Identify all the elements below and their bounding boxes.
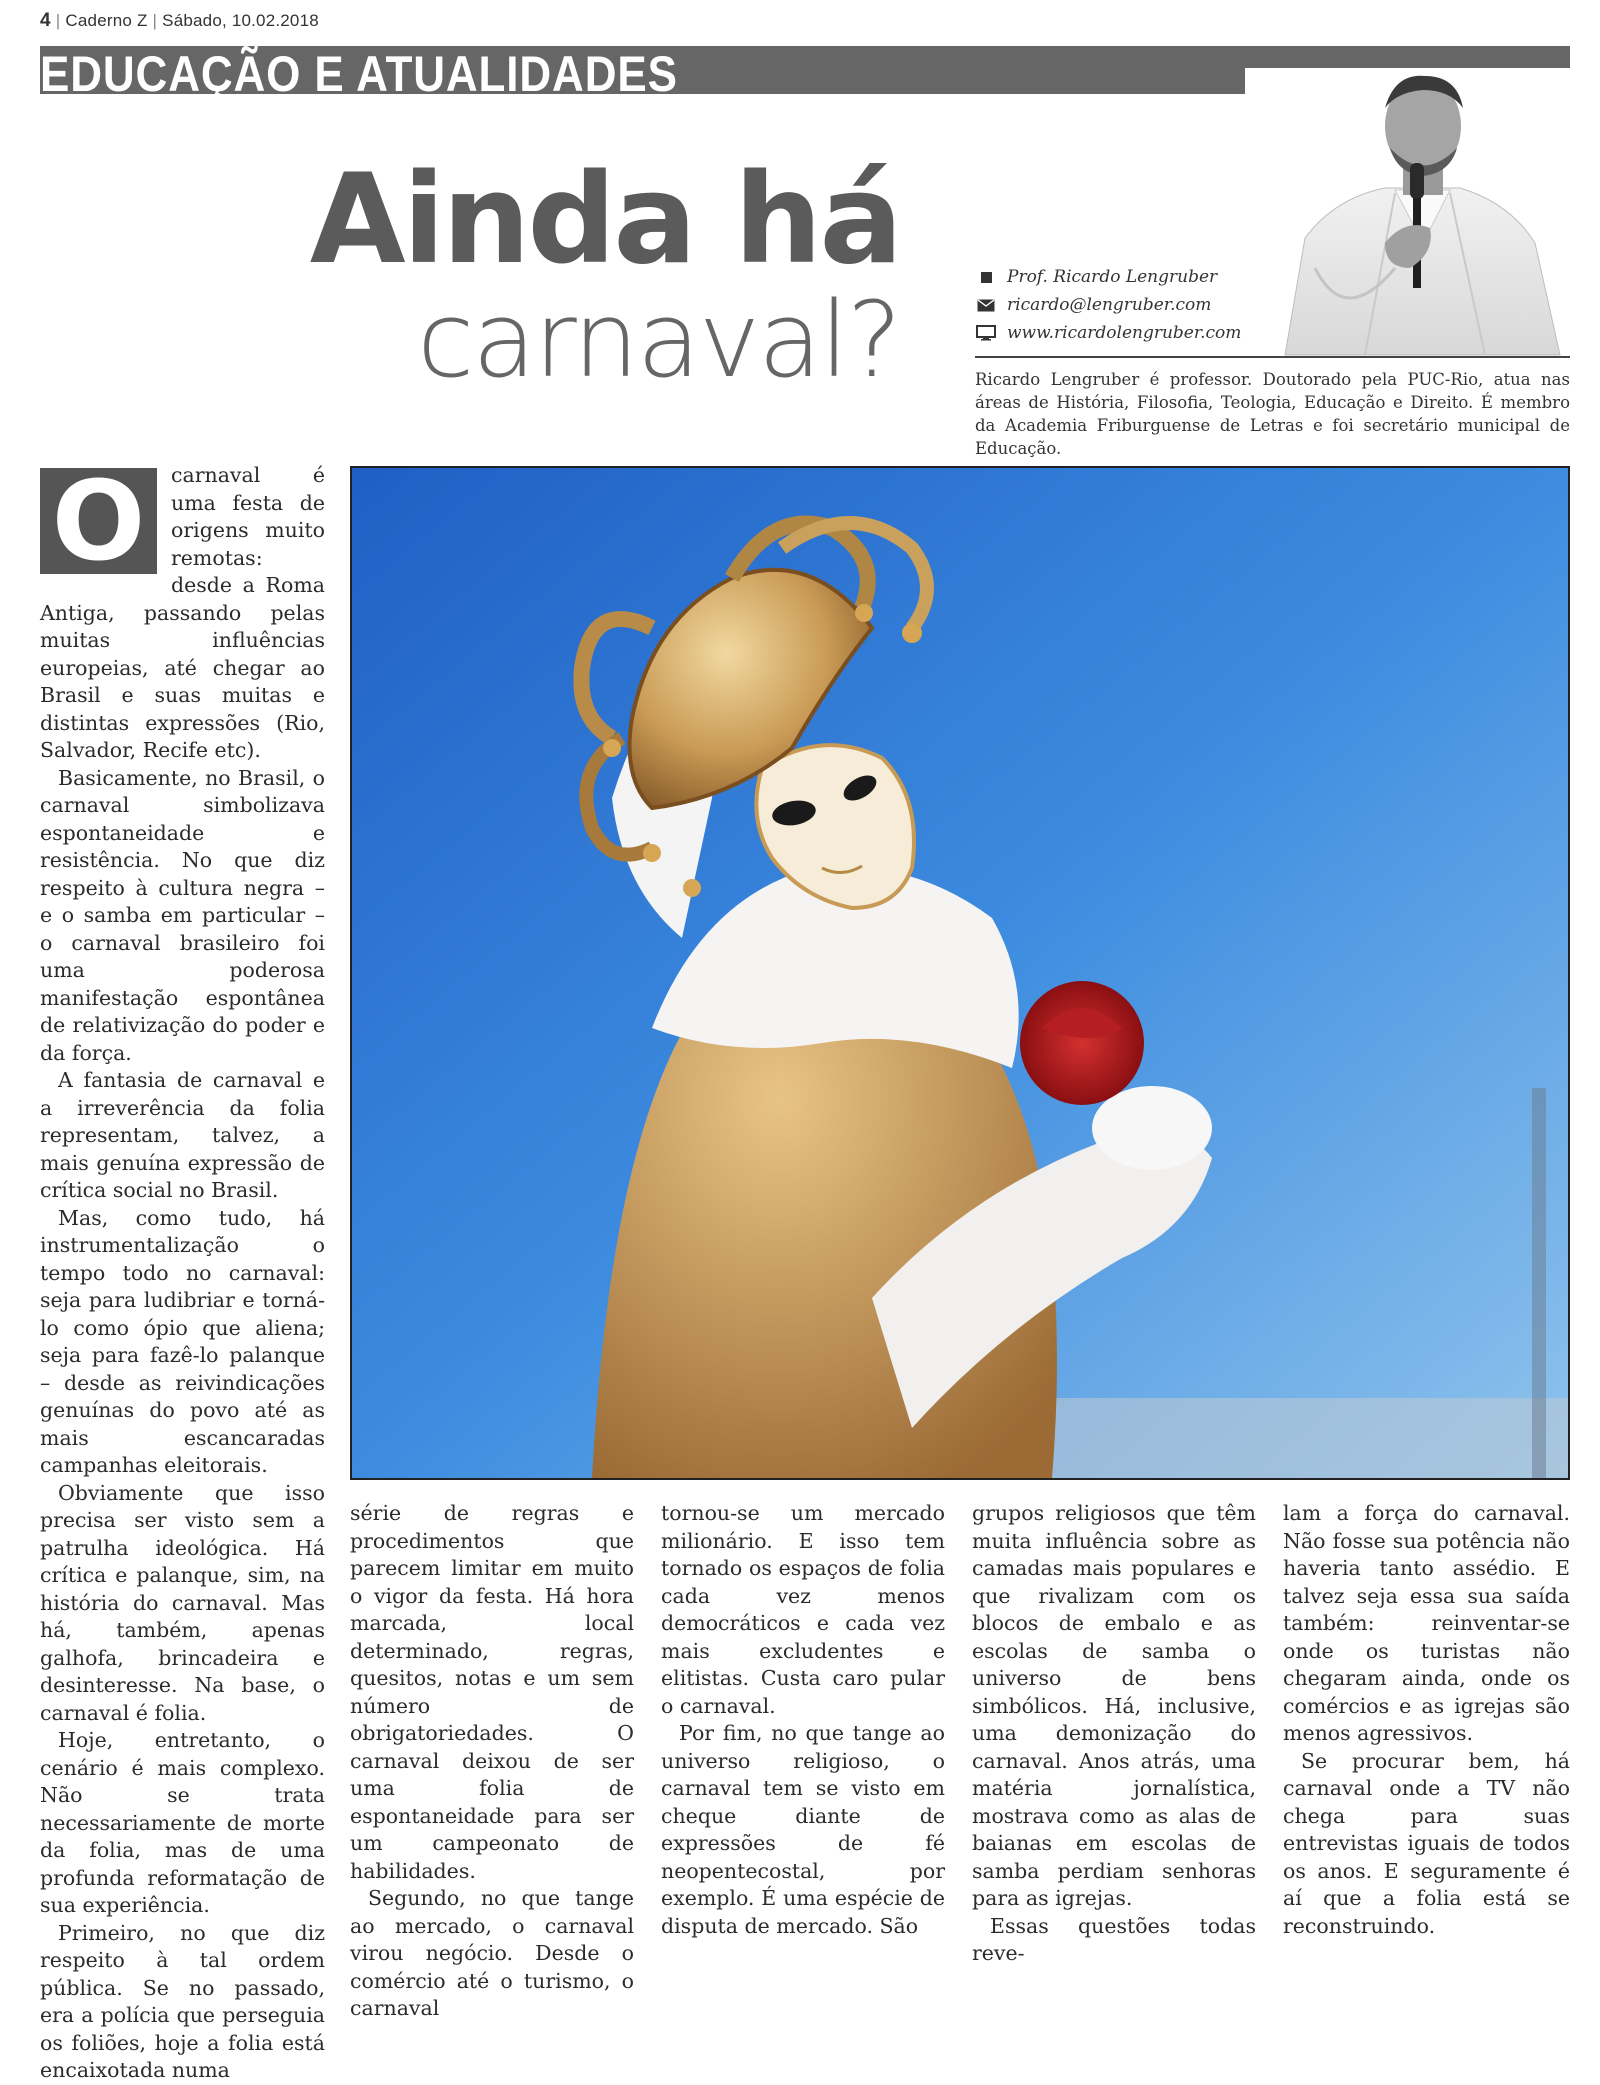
headline [309, 148, 900, 401]
envelope-icon [975, 299, 997, 312]
author-portrait [1245, 68, 1570, 355]
author-name: Prof. Ricardo Lengruber [1007, 267, 1218, 287]
article-paragraph: tornou-se um mercado milionário. E isso tem tornado os espaços de folia cada vez menos democráticos e cada vez mais excludentes e elitistas. Custa caro pular o carnaval. [661, 1501, 945, 1718]
article-column-5 [1283, 1500, 1570, 1940]
page-number: 4 [40, 10, 51, 31]
article-paragraph: A fantasia de carnaval e a irreverência da folia representam, talvez, a mais genuína expressão de crítica social no Brasil. [40, 1068, 325, 1202]
article-column-3 [661, 1500, 945, 1940]
author-divider [975, 356, 1570, 358]
monitor-icon [975, 325, 997, 341]
article-paragraph: grupos religiosos que têm muita influência sobre as camadas mais populares e que rivalizam com os blocos de embalo e as escolas de samba o universo de bens simbólicos. Há, inclusive, uma demonização do carnaval. Anos atrás, uma matéria jornalística, mostrava como as alas de baianas em escolas de samba perdiam senhoras para as igrejas. [972, 1501, 1256, 1910]
article-paragraph: Obviamente que isso precisa ser visto sem a patrulha ideológica. Há crítica e palanque, sim, na história do carnaval. Mas há, também, apenas galhofa, brincadeira e desinteresse. Na base, o carnaval é folia. [40, 1480, 325, 1725]
section-title: EDUCAÇÃO E ATUALIDADES [40, 46, 678, 102]
article-paragraph: Por fim, no que tange ao universo religioso, o carnaval tem se visto em cheque diante de expressões de fé neopentecostal, por exemplo. É uma espécie de disputa de mercado. São [661, 1721, 945, 1938]
headline-line-1: Ainda há [309, 148, 900, 292]
article-paragraph: Hoje, entretanto, o cenário é mais complexo. Não se trata necessariamente de morte da folia, mas de uma profunda reformatação de sua experiência. [40, 1728, 325, 1917]
article-paragraph: série de regras e procedimentos que parecem limitar em muito o vigor da festa. Há hora marcada, local determinado, regras, quesitos, notas e um sem número de obrigatoriedades. O carnaval deixou de ser uma folia de espontaneidade para ser um campeonato de habilidades. [350, 1501, 634, 1883]
author-name-line [975, 263, 1241, 291]
page-folio: 4 | Caderno Z | Sábado, 10.02.2018 [40, 10, 319, 31]
article-paragraph: lam a força do carnaval. Não fosse sua potência não haveria tanto assédio. E talvez seja essa sua saída também: reinventar-se onde os turistas não chegaram ainda, onde os comércios e as igrejas são menos agressivos. [1283, 1501, 1570, 1745]
article-paragraph: Primeiro, no que diz respeito à tal ordem pública. Se no passado, era a polícia que perseguia os foliões, hoje a folia está encaixotada numa [40, 1920, 325, 2082]
article-column-2 [350, 1500, 634, 2023]
article-paragraph: carnaval é uma festa de origens muito remotas: desde a Roma Antiga, passando pelas muitas influências europeias, até chegar ao Brasil e suas muitas e distintas expressões (Rio, Salvador, Recife etc). [40, 463, 325, 762]
supplement-name: Caderno Z [65, 11, 148, 30]
article-paragraph: Basicamente, no Brasil, o carnaval simbolizava espontaneidade e resistência. No que diz respeito à cultura negra – e o samba em particular – o carnaval brasileiro foi uma poderosa manifestação espontânea de relativização do poder e da força. [40, 765, 325, 1065]
author-website[interactable]: www.ricardolengruber.com [1007, 323, 1242, 343]
article-paragraph: Se procurar bem, há carnaval onde a TV não chega para suas entrevistas iguais de todos os anos. E seguramente é aí que a folia está se reconstruindo. [1283, 1748, 1570, 1938]
issue-date: Sábado, 10.02.2018 [162, 11, 319, 30]
author-email-line[interactable] [975, 291, 1241, 319]
article-dropcap: O [40, 468, 157, 574]
author-bio: Ricardo Lengruber é professor. Doutorado pela PUC-Rio, atua nas áreas de História, Filosofia, Teologia, Educação e Direito. É membro da Academia Friburguense de Letras e foi secretário municipal de Educação. [975, 370, 1570, 458]
article-paragraph: Mas, como tudo, há instrumentalização o tempo todo no carnaval: seja para ludibriar e torná-lo como ópio que aliena; seja para fazê-lo palanque – desde as reivindicações genuínas do povo até as mais escancaradas campanhas eleitorais. [40, 1205, 325, 1477]
article-paragraph: Segundo, no que tange ao mercado, o carnaval virou negócio. Desde o comércio até o turismo, o carnaval [350, 1886, 634, 2020]
carnival-mask-photo [350, 466, 1570, 1480]
article-paragraph: Essas questões todas reve- [972, 1913, 1256, 1965]
author-website-line[interactable] [975, 319, 1241, 347]
author-box [975, 263, 1241, 347]
bullet-square-icon [975, 272, 997, 283]
author-email[interactable]: ricardo@lengruber.com [1007, 295, 1212, 315]
headline-line-2: carnaval? [417, 279, 900, 401]
article-column-1 [40, 457, 325, 2085]
article-column-4 [972, 1500, 1256, 1968]
